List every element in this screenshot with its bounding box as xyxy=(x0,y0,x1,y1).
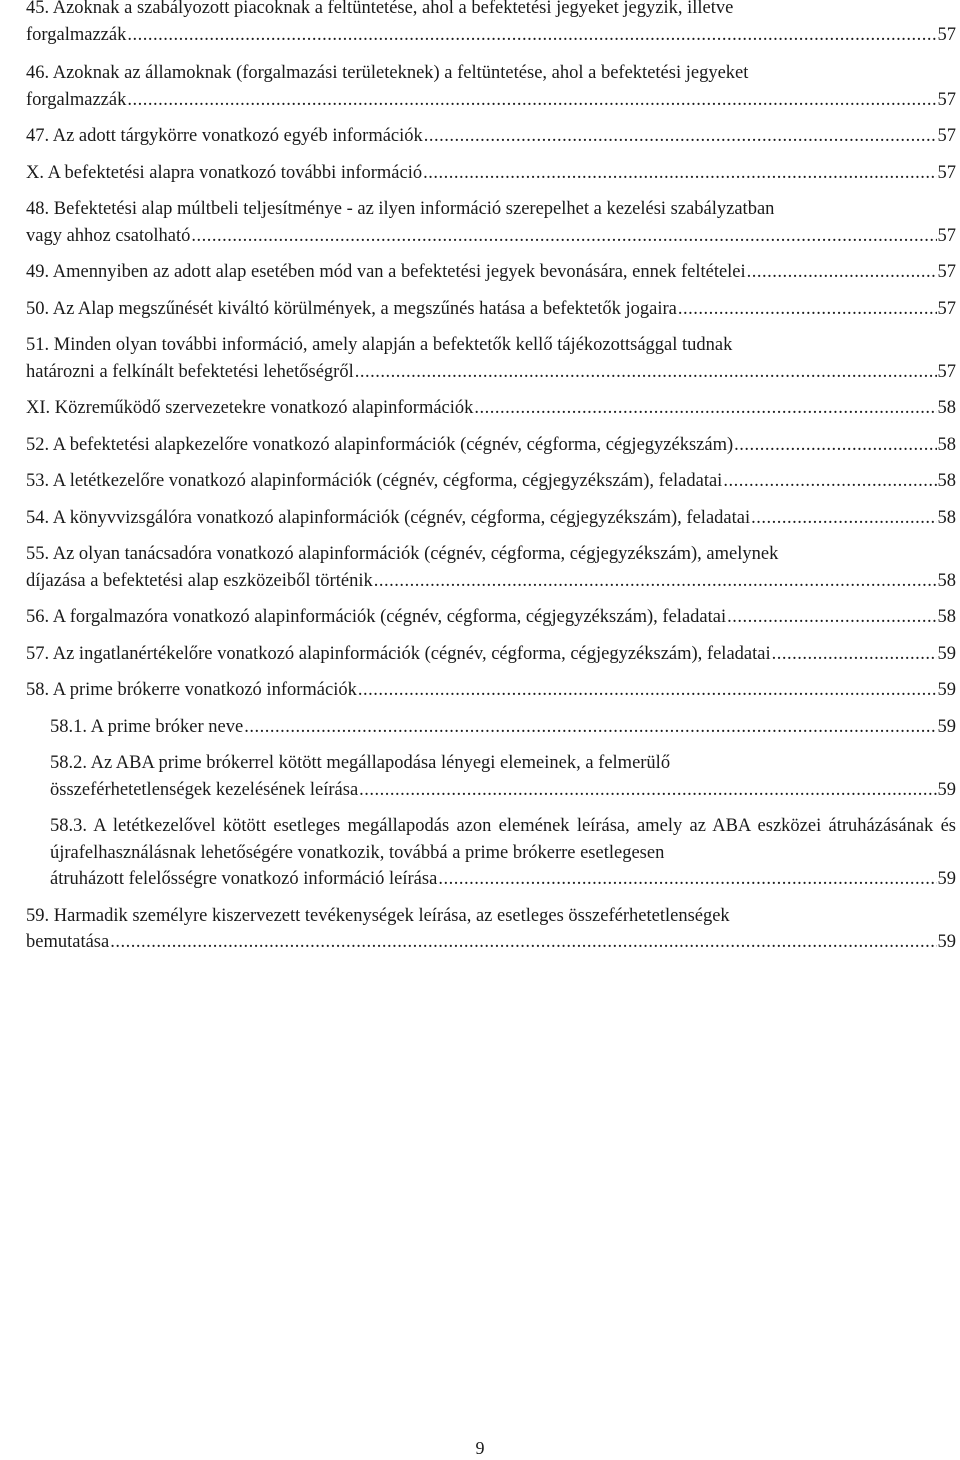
toc-entry-53 xyxy=(26,468,956,495)
toc-entry-line xyxy=(26,259,956,286)
toc-entry-title: bemutatása xyxy=(26,932,110,952)
toc-entry-54 xyxy=(26,505,956,532)
toc-entry-line xyxy=(26,929,956,956)
dot-leader xyxy=(127,87,936,114)
toc-page-number: 59 xyxy=(937,643,956,664)
toc-page-number: 58 xyxy=(937,507,956,528)
dot-leader xyxy=(723,468,936,495)
toc-entry-title: 58.1. A prime bróker neve xyxy=(50,716,244,737)
toc-entry-51 xyxy=(26,332,956,385)
toc-entry-title: 56. A forgalmazóra vonatkozó alapinformációk (cégnév, cégforma, cégjegyzékszám), feladatai xyxy=(26,607,727,627)
toc-entry-46 xyxy=(26,60,956,113)
toc-entry-XI xyxy=(26,395,956,422)
dot-leader xyxy=(110,929,936,956)
toc-entry-59 xyxy=(26,903,956,956)
toc-entry-text: 48. Befektetési alap múltbeli teljesítménye - az ilyen információ szerepelhet a kezelési szabályzatban xyxy=(26,199,775,219)
toc-entry-title: 58. A prime brókerre vonatkozó információk xyxy=(26,680,357,700)
toc-entry-line xyxy=(26,223,956,250)
toc-entry-line xyxy=(26,87,956,114)
toc-entry-line xyxy=(26,468,956,495)
toc-entry-title: 57. Az ingatlanértékelőre vonatkozó alapinformációk (cégnév, cégforma, cégjegyzékszám), feladatai xyxy=(26,643,771,664)
toc-page-number: 57 xyxy=(937,361,956,382)
dot-leader xyxy=(359,777,936,804)
toc-entry-line xyxy=(26,359,956,386)
toc-entry-text: 55. Az olyan tanácsadóra vonatkozó alapinformációk (cégnév, cégforma, cégjegyzékszám), amelynek xyxy=(26,544,779,564)
toc-entry-line xyxy=(26,505,956,532)
toc-entry-title: határozni a felkínált befektetési lehetőségről xyxy=(26,361,354,382)
toc-page-number: 58 xyxy=(937,570,956,591)
dot-leader xyxy=(474,395,936,422)
dot-leader xyxy=(355,359,937,386)
toc-entry-line xyxy=(50,866,956,893)
dot-leader xyxy=(438,866,936,893)
toc-entry-line xyxy=(26,432,956,459)
toc-entry-58-3 xyxy=(26,813,956,893)
dot-leader xyxy=(678,296,937,323)
toc-page-number: 57 xyxy=(937,24,956,45)
toc-entry-57 xyxy=(26,641,956,668)
toc-page-number: 59 xyxy=(937,779,956,800)
toc-page-number: 57 xyxy=(937,126,956,146)
toc-entry-title: 53. A letétkezelőre vonatkozó alapinformációk (cégnév, cégforma, cégjegyzékszám), feladatai xyxy=(26,471,723,491)
toc-entry-line xyxy=(26,604,956,631)
toc-entry-line xyxy=(26,677,956,704)
toc-entry-title: forgalmazzák xyxy=(26,24,127,45)
toc-entry-58-2 xyxy=(26,750,956,803)
toc-entry-47 xyxy=(26,123,956,150)
toc-entry-title: 52. A befektetési alapkezelőre vonatkozó alapinformációk (cégnév, cégforma, cégjegyzékszám) xyxy=(26,434,734,455)
toc-page-number: 59 xyxy=(937,680,956,700)
toc-entry-50 xyxy=(26,296,956,323)
toc-entry-text: 58.2. Az ABA prime brókerrel kötött megállapodása lényegi elemeinek, a felmerülő xyxy=(50,753,671,773)
toc-entry-line xyxy=(50,714,956,741)
toc-entry-line xyxy=(26,22,956,49)
dot-leader xyxy=(423,160,936,187)
toc-entry-title: díjazása a befektetési alap eszközeiből történik xyxy=(26,570,373,591)
toc-entry-title: 47. Az adott tárgykörre vonatkozó egyéb információk xyxy=(26,126,423,146)
dot-leader xyxy=(424,123,937,150)
toc-entry-48 xyxy=(26,196,956,249)
dot-leader xyxy=(734,432,936,459)
toc-page-number: 57 xyxy=(937,89,956,110)
dot-leader xyxy=(127,22,936,49)
toc-entry-title: 50. Az Alap megszűnését kiváltó körülmények, a megszűnés hatása a befektetők jogaira xyxy=(26,298,677,319)
toc-page-number: 57 xyxy=(937,298,956,319)
toc-entry-56 xyxy=(26,604,956,631)
toc-entry-line xyxy=(26,296,956,323)
toc-entry-title: összeférhetetlenségek kezelésének leírása xyxy=(50,779,359,800)
toc-entry-line xyxy=(26,123,956,150)
dot-leader xyxy=(747,259,937,286)
toc-entry-line xyxy=(26,395,956,422)
toc-entry-text: 59. Harmadik személyre kiszervezett tevékenységek leírása, az esetleges összeférhetetlenségek xyxy=(26,905,730,926)
toc-entry-text: 51. Minden olyan további információ, amely alapján a befektetők kellő tájékozottsággal tudnak xyxy=(26,335,733,355)
dot-leader xyxy=(358,677,937,704)
toc-entry-line xyxy=(26,568,956,595)
toc-entry-title: 49. Amennyiben az adott alap esetében mód van a befektetési jegyek bevonására, ennek feltételei xyxy=(26,262,746,282)
dot-leader xyxy=(751,505,936,532)
toc-page-number: 57 xyxy=(937,225,956,246)
page-number: 9 xyxy=(475,1438,485,1458)
dot-leader xyxy=(772,641,937,668)
toc-entry-X xyxy=(26,160,956,187)
toc-entry-52 xyxy=(26,432,956,459)
toc-page-number: 58 xyxy=(937,398,956,418)
toc-page-number: 59 xyxy=(937,869,956,889)
toc-entry-45 xyxy=(26,0,956,48)
toc-entry-title: átruházott felelősségre vonatkozó információ leírása xyxy=(50,869,438,889)
dot-leader xyxy=(374,568,937,595)
table-of-contents xyxy=(26,0,956,952)
toc-entry-title: vagy ahhoz csatolható xyxy=(26,225,191,246)
toc-entry-text: 46. Azoknak az államoknak (forgalmazási területeknek) a feltüntetése, ahol a befektetési jegyeket xyxy=(26,63,749,83)
toc-entry-58-1 xyxy=(26,714,956,741)
toc-page-number: 57 xyxy=(937,262,956,282)
toc-page-number: 59 xyxy=(937,932,956,952)
toc-entry-title: forgalmazzák xyxy=(26,89,127,110)
toc-entry-49 xyxy=(26,259,956,286)
dot-leader xyxy=(191,223,936,250)
toc-entry-text: 58.3. A letétkezelővel kötött esetleges megállapodás azon elemének leírása, amely az ABA eszközei átruházásának és újrafelhasználásnak lehetőségére vonatkozik, továbbá a prime brókerre esetlegesen xyxy=(50,816,956,863)
toc-entry-title: 54. A könyvvizsgálóra vonatkozó alapinformációk (cégnév, cégforma, cégjegyzékszám), feladatai xyxy=(26,507,751,528)
toc-entry-55 xyxy=(26,541,956,594)
toc-entry-line xyxy=(50,777,956,804)
toc-page-number: 59 xyxy=(937,716,956,737)
toc-page-number: 58 xyxy=(937,607,956,627)
toc-entry-title: XI. Közreműködő szervezetekre vonatkozó alapinformációk xyxy=(26,398,474,418)
toc-entry-title: X. A befektetési alapra vonatkozó további információ xyxy=(26,162,423,183)
dot-leader xyxy=(727,604,936,631)
toc-page-number: 57 xyxy=(937,162,956,183)
toc-entry-line xyxy=(26,160,956,187)
toc-entry-text: 45. Azoknak a szabályozott piacoknak a feltüntetése, ahol a befektetési jegyeket jegyzik, illetve xyxy=(26,0,734,18)
toc-page-number: 58 xyxy=(937,471,956,491)
dot-leader xyxy=(244,714,936,741)
toc-entry-58 xyxy=(26,677,956,704)
toc-page-number: 58 xyxy=(937,434,956,455)
toc-entry-line xyxy=(26,641,956,668)
